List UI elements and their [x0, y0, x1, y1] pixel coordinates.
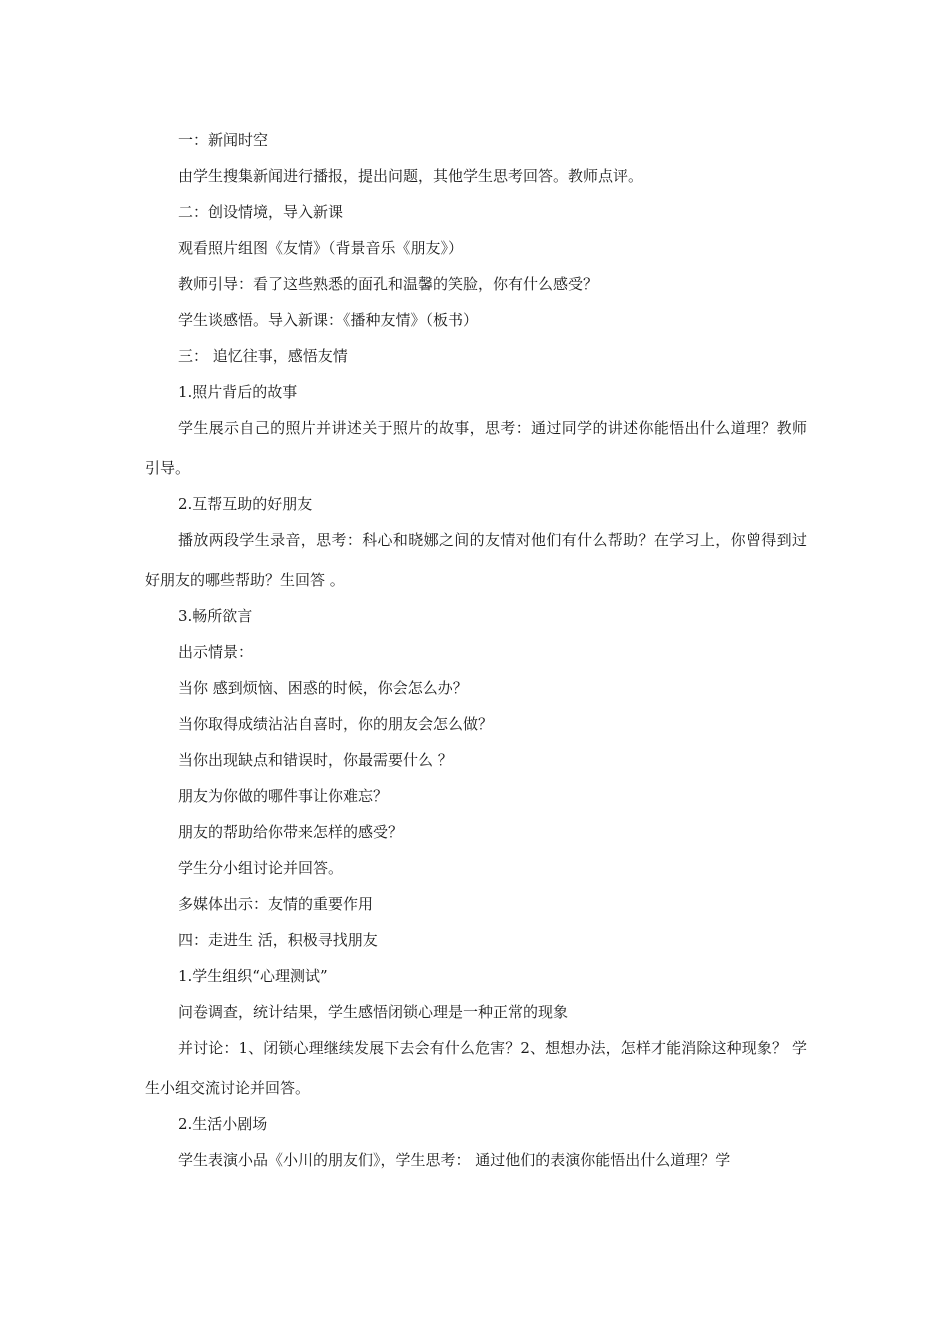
- paragraph: 由学生搜集新闻进行播报，提出问题，其他学生思考回答。教师点评。: [178, 167, 644, 185]
- section-heading: 一：新闻时空: [178, 131, 269, 149]
- sub-heading: 1.学生组织“心理测试”: [178, 967, 328, 985]
- list-item: 当你取得成绩沾沾自喜时，你的朋友会怎么做？: [178, 715, 494, 733]
- document-body: [145, 122, 807, 1178]
- paragraph: 并讨论：1、闭锁心理继续发展下去会有什么危害？2、想想办法，怎样才能消除这种现象？ 学生小组交流讨论并回答。: [145, 1039, 807, 1097]
- paragraph: 学生谈感悟。导入新课：《播种友情》（板书）: [178, 311, 479, 329]
- paragraph: 学生表演小品《小川的朋友们》，学生思考： 通过他们的表演你能悟出什么道理？学: [178, 1151, 731, 1169]
- paragraph: 问卷调查，统计结果，学生感悟闭锁心理是一种正常的现象: [178, 1003, 569, 1021]
- list-item: 当你出现缺点和错误时，你最需要什么 ？: [178, 751, 453, 769]
- section-heading: 三： 追忆往事，感悟友情: [178, 347, 348, 365]
- sub-heading: 2.生活小剧场: [178, 1115, 268, 1133]
- list-item: 朋友的帮助给你带来怎样的感受？: [178, 823, 404, 841]
- paragraph: 多媒体出示：友情的重要作用: [178, 895, 374, 913]
- section-heading: 四：走进生 活，积极寻找朋友: [178, 931, 378, 949]
- list-item: 当你 感到烦恼、困惑的时候，你会怎么办？: [178, 679, 468, 697]
- paragraph: 学生分小组讨论并回答。: [178, 859, 344, 877]
- paragraph: 观看照片组图《友情》（背景音乐《朋友》）: [178, 239, 464, 257]
- sub-heading: 1.照片背后的故事: [178, 383, 298, 401]
- sub-heading: 2.互帮互助的好朋友: [178, 495, 313, 513]
- paragraph: 出示情景：: [178, 643, 254, 661]
- sub-heading: 3.畅所欲言: [178, 607, 253, 625]
- paragraph: 学生展示自己的照片并讲述关于照片的故事，思考：通过同学的讲述你能悟出什么道理？教师引导。: [145, 419, 807, 477]
- list-item: 朋友为你做的哪件事让你难忘？: [178, 787, 389, 805]
- paragraph: 播放两段学生录音，思考：科心和晓娜之间的友情对他们有什么帮助？在学习上，你曾得到过好朋友的哪些帮助？生回答 。: [145, 531, 807, 589]
- paragraph: 教师引导：看了这些熟悉的面孔和温馨的笑脸，你有什么感受？: [178, 275, 599, 293]
- section-heading: 二：创设情境，导入新课: [178, 203, 344, 221]
